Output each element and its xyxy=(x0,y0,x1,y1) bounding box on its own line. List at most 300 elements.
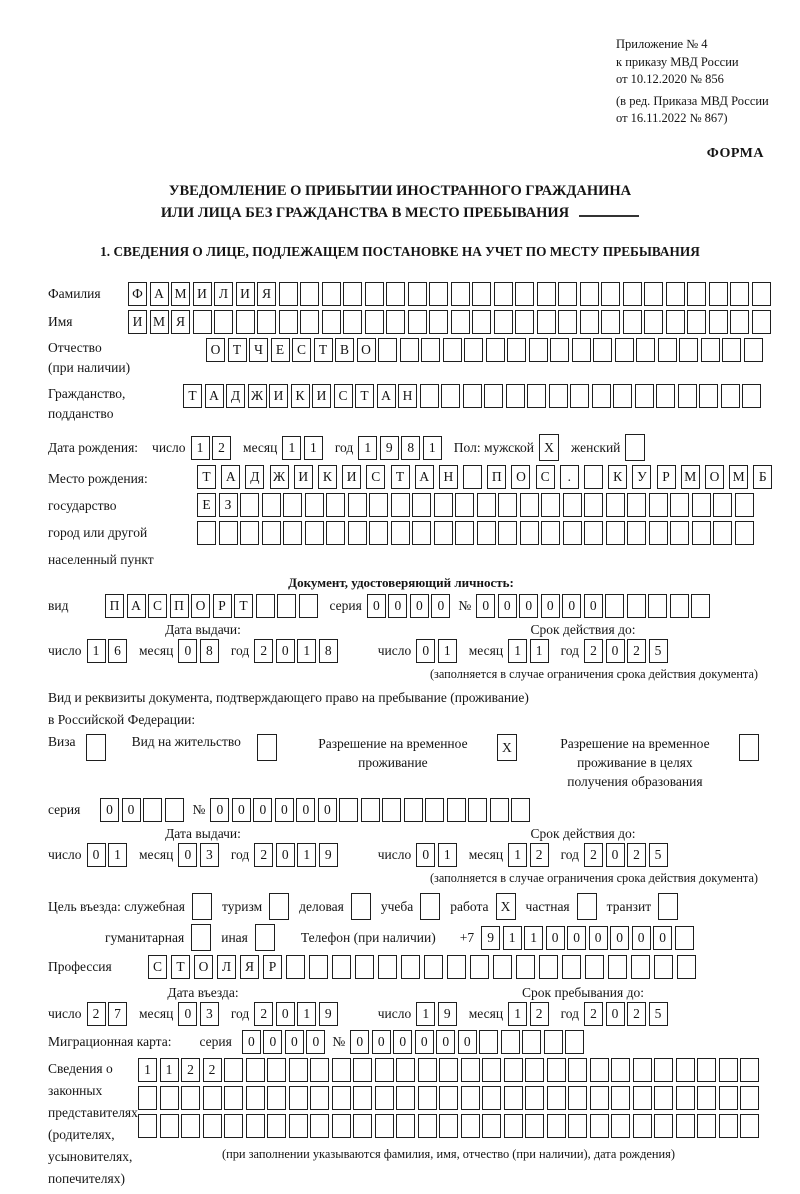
char-cell[interactable]: Т xyxy=(171,955,190,979)
char-cell[interactable] xyxy=(687,282,706,306)
char-cell[interactable] xyxy=(697,1114,716,1138)
char-cell[interactable] xyxy=(386,310,405,334)
char-cell[interactable] xyxy=(648,594,667,618)
char-cell[interactable] xyxy=(679,338,698,362)
checkbox-cell[interactable] xyxy=(257,734,277,761)
char-cell[interactable] xyxy=(439,1058,458,1082)
char-cell[interactable] xyxy=(305,493,324,517)
char-cell[interactable] xyxy=(615,338,634,362)
char-cell[interactable] xyxy=(375,1114,394,1138)
checkbox-cell[interactable]: X xyxy=(496,893,516,920)
checkbox-cell[interactable] xyxy=(255,924,275,951)
char-cell[interactable] xyxy=(649,521,668,545)
char-cell[interactable] xyxy=(687,310,706,334)
char-cell[interactable] xyxy=(447,798,466,822)
char-cell[interactable] xyxy=(516,955,535,979)
char-cell[interactable] xyxy=(378,955,397,979)
char-cell[interactable] xyxy=(279,282,298,306)
checkbox-cell[interactable]: X xyxy=(539,434,559,461)
char-cell[interactable]: Ж xyxy=(248,384,267,408)
char-cell[interactable] xyxy=(608,955,627,979)
char-cell[interactable]: 1 xyxy=(416,1002,435,1026)
char-cell[interactable] xyxy=(283,521,302,545)
char-cell[interactable] xyxy=(279,310,298,334)
char-cell[interactable] xyxy=(613,384,632,408)
char-cell[interactable]: П xyxy=(487,465,506,489)
char-cell[interactable] xyxy=(484,384,503,408)
char-cell[interactable]: 9 xyxy=(481,926,500,950)
char-cell[interactable]: Б xyxy=(753,465,772,489)
char-cell[interactable]: 1 xyxy=(423,436,442,460)
char-cell[interactable] xyxy=(451,310,470,334)
char-cell[interactable]: 1 xyxy=(530,639,549,663)
char-cell[interactable] xyxy=(606,521,625,545)
char-cell[interactable] xyxy=(396,1114,415,1138)
char-cell[interactable]: 0 xyxy=(122,798,141,822)
char-cell[interactable] xyxy=(719,1058,738,1082)
char-cell[interactable] xyxy=(326,493,345,517)
char-cell[interactable]: 0 xyxy=(367,594,386,618)
char-cell[interactable] xyxy=(343,282,362,306)
char-cell[interactable] xyxy=(160,1114,179,1138)
char-cell[interactable]: К xyxy=(318,465,337,489)
char-cell[interactable] xyxy=(361,798,380,822)
char-cell[interactable] xyxy=(267,1114,286,1138)
char-cell[interactable] xyxy=(675,926,694,950)
char-cell[interactable]: 5 xyxy=(649,639,668,663)
char-cell[interactable] xyxy=(605,594,624,618)
char-cell[interactable]: Р xyxy=(213,594,232,618)
char-cell[interactable] xyxy=(654,1058,673,1082)
char-cell[interactable] xyxy=(369,521,388,545)
char-cell[interactable] xyxy=(515,282,534,306)
char-cell[interactable]: 7 xyxy=(108,1002,127,1026)
char-cell[interactable]: Ф xyxy=(128,282,147,306)
char-cell[interactable]: 2 xyxy=(627,639,646,663)
char-cell[interactable]: О xyxy=(357,338,376,362)
char-cell[interactable] xyxy=(332,1086,351,1110)
char-cell[interactable] xyxy=(735,493,754,517)
char-cell[interactable] xyxy=(267,1058,286,1082)
char-cell[interactable] xyxy=(353,1058,372,1082)
char-cell[interactable] xyxy=(730,310,749,334)
char-cell[interactable]: 1 xyxy=(524,926,543,950)
char-cell[interactable]: 2 xyxy=(584,639,603,663)
char-cell[interactable]: М xyxy=(729,465,748,489)
char-cell[interactable]: 0 xyxy=(318,798,337,822)
char-cell[interactable]: 2 xyxy=(254,843,273,867)
char-cell[interactable] xyxy=(590,1086,609,1110)
char-cell[interactable] xyxy=(547,1058,566,1082)
char-cell[interactable]: Н xyxy=(439,465,458,489)
char-cell[interactable] xyxy=(562,955,581,979)
char-cell[interactable] xyxy=(752,282,771,306)
char-cell[interactable] xyxy=(654,1114,673,1138)
char-cell[interactable]: 0 xyxy=(546,926,565,950)
char-cell[interactable] xyxy=(507,338,526,362)
char-cell[interactable] xyxy=(627,521,646,545)
char-cell[interactable] xyxy=(378,338,397,362)
char-cell[interactable] xyxy=(203,1114,222,1138)
char-cell[interactable] xyxy=(424,955,443,979)
char-cell[interactable]: О xyxy=(194,955,213,979)
char-cell[interactable] xyxy=(627,493,646,517)
char-cell[interactable] xyxy=(520,493,539,517)
char-cell[interactable] xyxy=(627,594,646,618)
char-cell[interactable] xyxy=(289,1058,308,1082)
char-cell[interactable] xyxy=(224,1058,243,1082)
char-cell[interactable]: 0 xyxy=(610,926,629,950)
char-cell[interactable]: Т xyxy=(314,338,333,362)
char-cell[interactable] xyxy=(539,955,558,979)
char-cell[interactable] xyxy=(494,310,513,334)
char-cell[interactable] xyxy=(310,1058,329,1082)
char-cell[interactable]: 3 xyxy=(200,843,219,867)
char-cell[interactable]: 9 xyxy=(438,1002,457,1026)
char-cell[interactable] xyxy=(479,1030,498,1054)
char-cell[interactable] xyxy=(525,1058,544,1082)
char-cell[interactable] xyxy=(193,310,212,334)
char-cell[interactable] xyxy=(353,1086,372,1110)
char-cell[interactable] xyxy=(493,955,512,979)
char-cell[interactable] xyxy=(537,310,556,334)
char-cell[interactable]: 0 xyxy=(100,798,119,822)
char-cell[interactable]: 0 xyxy=(498,594,517,618)
char-cell[interactable] xyxy=(490,798,509,822)
char-cell[interactable]: Т xyxy=(234,594,253,618)
char-cell[interactable] xyxy=(590,1058,609,1082)
char-cell[interactable] xyxy=(670,521,689,545)
char-cell[interactable] xyxy=(691,594,710,618)
char-cell[interactable] xyxy=(418,1114,437,1138)
char-cell[interactable]: У xyxy=(632,465,651,489)
char-cell[interactable] xyxy=(654,1086,673,1110)
char-cell[interactable]: 1 xyxy=(297,1002,316,1026)
char-cell[interactable] xyxy=(580,310,599,334)
char-cell[interactable] xyxy=(623,310,642,334)
char-cell[interactable] xyxy=(463,384,482,408)
char-cell[interactable] xyxy=(332,955,351,979)
char-cell[interactable] xyxy=(498,493,517,517)
char-cell[interactable]: 0 xyxy=(416,843,435,867)
char-cell[interactable] xyxy=(412,493,431,517)
char-cell[interactable]: 0 xyxy=(589,926,608,950)
char-cell[interactable]: 1 xyxy=(191,436,210,460)
char-cell[interactable] xyxy=(611,1086,630,1110)
char-cell[interactable] xyxy=(300,282,319,306)
char-cell[interactable] xyxy=(486,338,505,362)
checkbox-cell[interactable] xyxy=(351,893,371,920)
char-cell[interactable] xyxy=(649,493,668,517)
char-cell[interactable] xyxy=(224,1086,243,1110)
char-cell[interactable] xyxy=(300,310,319,334)
char-cell[interactable]: 5 xyxy=(649,843,668,867)
char-cell[interactable]: 2 xyxy=(530,1002,549,1026)
char-cell[interactable]: 1 xyxy=(138,1058,157,1082)
char-cell[interactable] xyxy=(396,1086,415,1110)
char-cell[interactable] xyxy=(541,493,560,517)
char-cell[interactable]: 0 xyxy=(178,1002,197,1026)
char-cell[interactable]: Д xyxy=(245,465,264,489)
char-cell[interactable] xyxy=(369,493,388,517)
char-cell[interactable]: С xyxy=(148,594,167,618)
char-cell[interactable] xyxy=(477,493,496,517)
char-cell[interactable]: Т xyxy=(391,465,410,489)
char-cell[interactable] xyxy=(262,521,281,545)
char-cell[interactable]: 2 xyxy=(627,843,646,867)
checkbox-cell[interactable] xyxy=(191,924,211,951)
char-cell[interactable]: 8 xyxy=(401,436,420,460)
char-cell[interactable] xyxy=(477,521,496,545)
char-cell[interactable]: С xyxy=(292,338,311,362)
char-cell[interactable]: 8 xyxy=(319,639,338,663)
char-cell[interactable] xyxy=(289,1086,308,1110)
char-cell[interactable] xyxy=(549,384,568,408)
char-cell[interactable] xyxy=(570,384,589,408)
char-cell[interactable] xyxy=(701,338,720,362)
char-cell[interactable] xyxy=(656,384,675,408)
char-cell[interactable] xyxy=(713,521,732,545)
char-cell[interactable] xyxy=(400,338,419,362)
char-cell[interactable] xyxy=(676,1086,695,1110)
char-cell[interactable] xyxy=(572,338,591,362)
char-cell[interactable]: Р xyxy=(657,465,676,489)
char-cell[interactable] xyxy=(670,493,689,517)
char-cell[interactable] xyxy=(408,310,427,334)
char-cell[interactable] xyxy=(558,282,577,306)
char-cell[interactable] xyxy=(375,1058,394,1082)
char-cell[interactable] xyxy=(504,1114,523,1138)
char-cell[interactable] xyxy=(676,1114,695,1138)
char-cell[interactable] xyxy=(631,955,650,979)
char-cell[interactable]: 0 xyxy=(606,843,625,867)
char-cell[interactable] xyxy=(181,1114,200,1138)
char-cell[interactable] xyxy=(568,1114,587,1138)
char-cell[interactable]: А xyxy=(127,594,146,618)
char-cell[interactable] xyxy=(498,521,517,545)
char-cell[interactable] xyxy=(257,310,276,334)
char-cell[interactable] xyxy=(408,282,427,306)
char-cell[interactable]: 1 xyxy=(508,843,527,867)
char-cell[interactable] xyxy=(541,521,560,545)
char-cell[interactable] xyxy=(464,338,483,362)
char-cell[interactable] xyxy=(692,493,711,517)
char-cell[interactable] xyxy=(246,1058,265,1082)
char-cell[interactable] xyxy=(472,310,491,334)
char-cell[interactable]: 1 xyxy=(358,436,377,460)
char-cell[interactable] xyxy=(289,1114,308,1138)
char-cell[interactable] xyxy=(623,282,642,306)
char-cell[interactable] xyxy=(310,1086,329,1110)
char-cell[interactable]: Л xyxy=(217,955,236,979)
char-cell[interactable]: 0 xyxy=(653,926,672,950)
char-cell[interactable] xyxy=(611,1114,630,1138)
char-cell[interactable]: К xyxy=(291,384,310,408)
char-cell[interactable] xyxy=(740,1086,759,1110)
char-cell[interactable]: 0 xyxy=(567,926,586,950)
char-cell[interactable]: С xyxy=(536,465,555,489)
char-cell[interactable]: 0 xyxy=(350,1030,369,1054)
char-cell[interactable] xyxy=(256,594,275,618)
char-cell[interactable] xyxy=(246,1086,265,1110)
char-cell[interactable] xyxy=(224,1114,243,1138)
char-cell[interactable]: 0 xyxy=(296,798,315,822)
char-cell[interactable]: П xyxy=(170,594,189,618)
char-cell[interactable] xyxy=(434,521,453,545)
char-cell[interactable]: Я xyxy=(257,282,276,306)
char-cell[interactable] xyxy=(461,1086,480,1110)
char-cell[interactable]: 0 xyxy=(276,639,295,663)
char-cell[interactable] xyxy=(550,338,569,362)
char-cell[interactable] xyxy=(143,798,162,822)
char-cell[interactable]: 0 xyxy=(253,798,272,822)
char-cell[interactable]: Я xyxy=(240,955,259,979)
checkbox-cell[interactable]: X xyxy=(497,734,517,761)
char-cell[interactable]: Т xyxy=(228,338,247,362)
char-cell[interactable] xyxy=(735,521,754,545)
char-cell[interactable] xyxy=(730,282,749,306)
char-cell[interactable]: 1 xyxy=(282,436,301,460)
char-cell[interactable] xyxy=(441,384,460,408)
char-cell[interactable]: 0 xyxy=(276,843,295,867)
char-cell[interactable] xyxy=(418,1086,437,1110)
char-cell[interactable] xyxy=(348,493,367,517)
char-cell[interactable] xyxy=(504,1086,523,1110)
char-cell[interactable] xyxy=(719,1114,738,1138)
char-cell[interactable]: Т xyxy=(355,384,374,408)
char-cell[interactable] xyxy=(676,1058,695,1082)
char-cell[interactable] xyxy=(654,955,673,979)
checkbox-cell[interactable] xyxy=(577,893,597,920)
char-cell[interactable] xyxy=(455,493,474,517)
char-cell[interactable] xyxy=(742,384,761,408)
char-cell[interactable] xyxy=(382,798,401,822)
char-cell[interactable]: О xyxy=(511,465,530,489)
char-cell[interactable]: О xyxy=(705,465,724,489)
char-cell[interactable]: 2 xyxy=(627,1002,646,1026)
char-cell[interactable] xyxy=(515,310,534,334)
char-cell[interactable] xyxy=(326,521,345,545)
char-cell[interactable]: К xyxy=(608,465,627,489)
char-cell[interactable] xyxy=(482,1086,501,1110)
char-cell[interactable] xyxy=(240,493,259,517)
char-cell[interactable]: И xyxy=(312,384,331,408)
char-cell[interactable] xyxy=(633,1114,652,1138)
char-cell[interactable] xyxy=(520,521,539,545)
char-cell[interactable] xyxy=(197,521,216,545)
char-cell[interactable] xyxy=(418,1058,437,1082)
char-cell[interactable]: 0 xyxy=(431,594,450,618)
char-cell[interactable] xyxy=(470,955,489,979)
char-cell[interactable]: 0 xyxy=(410,594,429,618)
char-cell[interactable] xyxy=(635,384,654,408)
char-cell[interactable] xyxy=(692,521,711,545)
char-cell[interactable] xyxy=(396,1058,415,1082)
char-cell[interactable] xyxy=(214,310,233,334)
char-cell[interactable] xyxy=(568,1058,587,1082)
char-cell[interactable] xyxy=(722,338,741,362)
char-cell[interactable] xyxy=(310,1114,329,1138)
checkbox-cell[interactable] xyxy=(420,893,440,920)
char-cell[interactable] xyxy=(666,282,685,306)
char-cell[interactable] xyxy=(401,955,420,979)
char-cell[interactable]: В xyxy=(335,338,354,362)
char-cell[interactable]: 2 xyxy=(530,843,549,867)
char-cell[interactable]: 1 xyxy=(297,843,316,867)
char-cell[interactable] xyxy=(709,310,728,334)
char-cell[interactable] xyxy=(451,282,470,306)
char-cell[interactable]: 9 xyxy=(319,843,338,867)
char-cell[interactable] xyxy=(391,521,410,545)
char-cell[interactable] xyxy=(658,338,677,362)
char-cell[interactable] xyxy=(592,384,611,408)
char-cell[interactable] xyxy=(544,1030,563,1054)
char-cell[interactable]: Р xyxy=(263,955,282,979)
char-cell[interactable]: М xyxy=(150,310,169,334)
char-cell[interactable]: И xyxy=(236,282,255,306)
char-cell[interactable]: 9 xyxy=(319,1002,338,1026)
char-cell[interactable]: О xyxy=(206,338,225,362)
char-cell[interactable]: А xyxy=(377,384,396,408)
char-cell[interactable] xyxy=(697,1058,716,1082)
char-cell[interactable] xyxy=(447,955,466,979)
char-cell[interactable] xyxy=(644,282,663,306)
char-cell[interactable]: 1 xyxy=(87,639,106,663)
char-cell[interactable] xyxy=(584,465,603,489)
char-cell[interactable]: 0 xyxy=(372,1030,391,1054)
char-cell[interactable]: 0 xyxy=(476,594,495,618)
checkbox-cell[interactable] xyxy=(86,734,106,761)
char-cell[interactable] xyxy=(343,310,362,334)
char-cell[interactable]: 2 xyxy=(87,1002,106,1026)
char-cell[interactable]: 0 xyxy=(606,639,625,663)
char-cell[interactable] xyxy=(425,798,444,822)
char-cell[interactable]: С xyxy=(148,955,167,979)
char-cell[interactable] xyxy=(429,310,448,334)
char-cell[interactable]: 0 xyxy=(632,926,651,950)
char-cell[interactable]: И xyxy=(128,310,147,334)
char-cell[interactable] xyxy=(537,282,556,306)
char-cell[interactable] xyxy=(601,310,620,334)
char-cell[interactable]: 0 xyxy=(519,594,538,618)
char-cell[interactable] xyxy=(412,521,431,545)
char-cell[interactable]: И xyxy=(342,465,361,489)
char-cell[interactable]: З xyxy=(219,493,238,517)
char-cell[interactable] xyxy=(348,521,367,545)
char-cell[interactable] xyxy=(236,310,255,334)
char-cell[interactable]: 0 xyxy=(232,798,251,822)
char-cell[interactable] xyxy=(322,282,341,306)
char-cell[interactable] xyxy=(353,1114,372,1138)
char-cell[interactable] xyxy=(365,282,384,306)
char-cell[interactable]: 2 xyxy=(181,1058,200,1082)
char-cell[interactable] xyxy=(527,384,546,408)
char-cell[interactable] xyxy=(482,1114,501,1138)
char-cell[interactable] xyxy=(404,798,423,822)
char-cell[interactable] xyxy=(429,282,448,306)
char-cell[interactable]: 0 xyxy=(87,843,106,867)
char-cell[interactable] xyxy=(434,493,453,517)
char-cell[interactable] xyxy=(525,1086,544,1110)
char-cell[interactable] xyxy=(283,493,302,517)
char-cell[interactable]: А xyxy=(221,465,240,489)
char-cell[interactable]: 1 xyxy=(297,639,316,663)
char-cell[interactable] xyxy=(522,1030,541,1054)
char-cell[interactable]: 0 xyxy=(275,798,294,822)
char-cell[interactable] xyxy=(339,798,358,822)
char-cell[interactable] xyxy=(463,465,482,489)
char-cell[interactable] xyxy=(558,310,577,334)
